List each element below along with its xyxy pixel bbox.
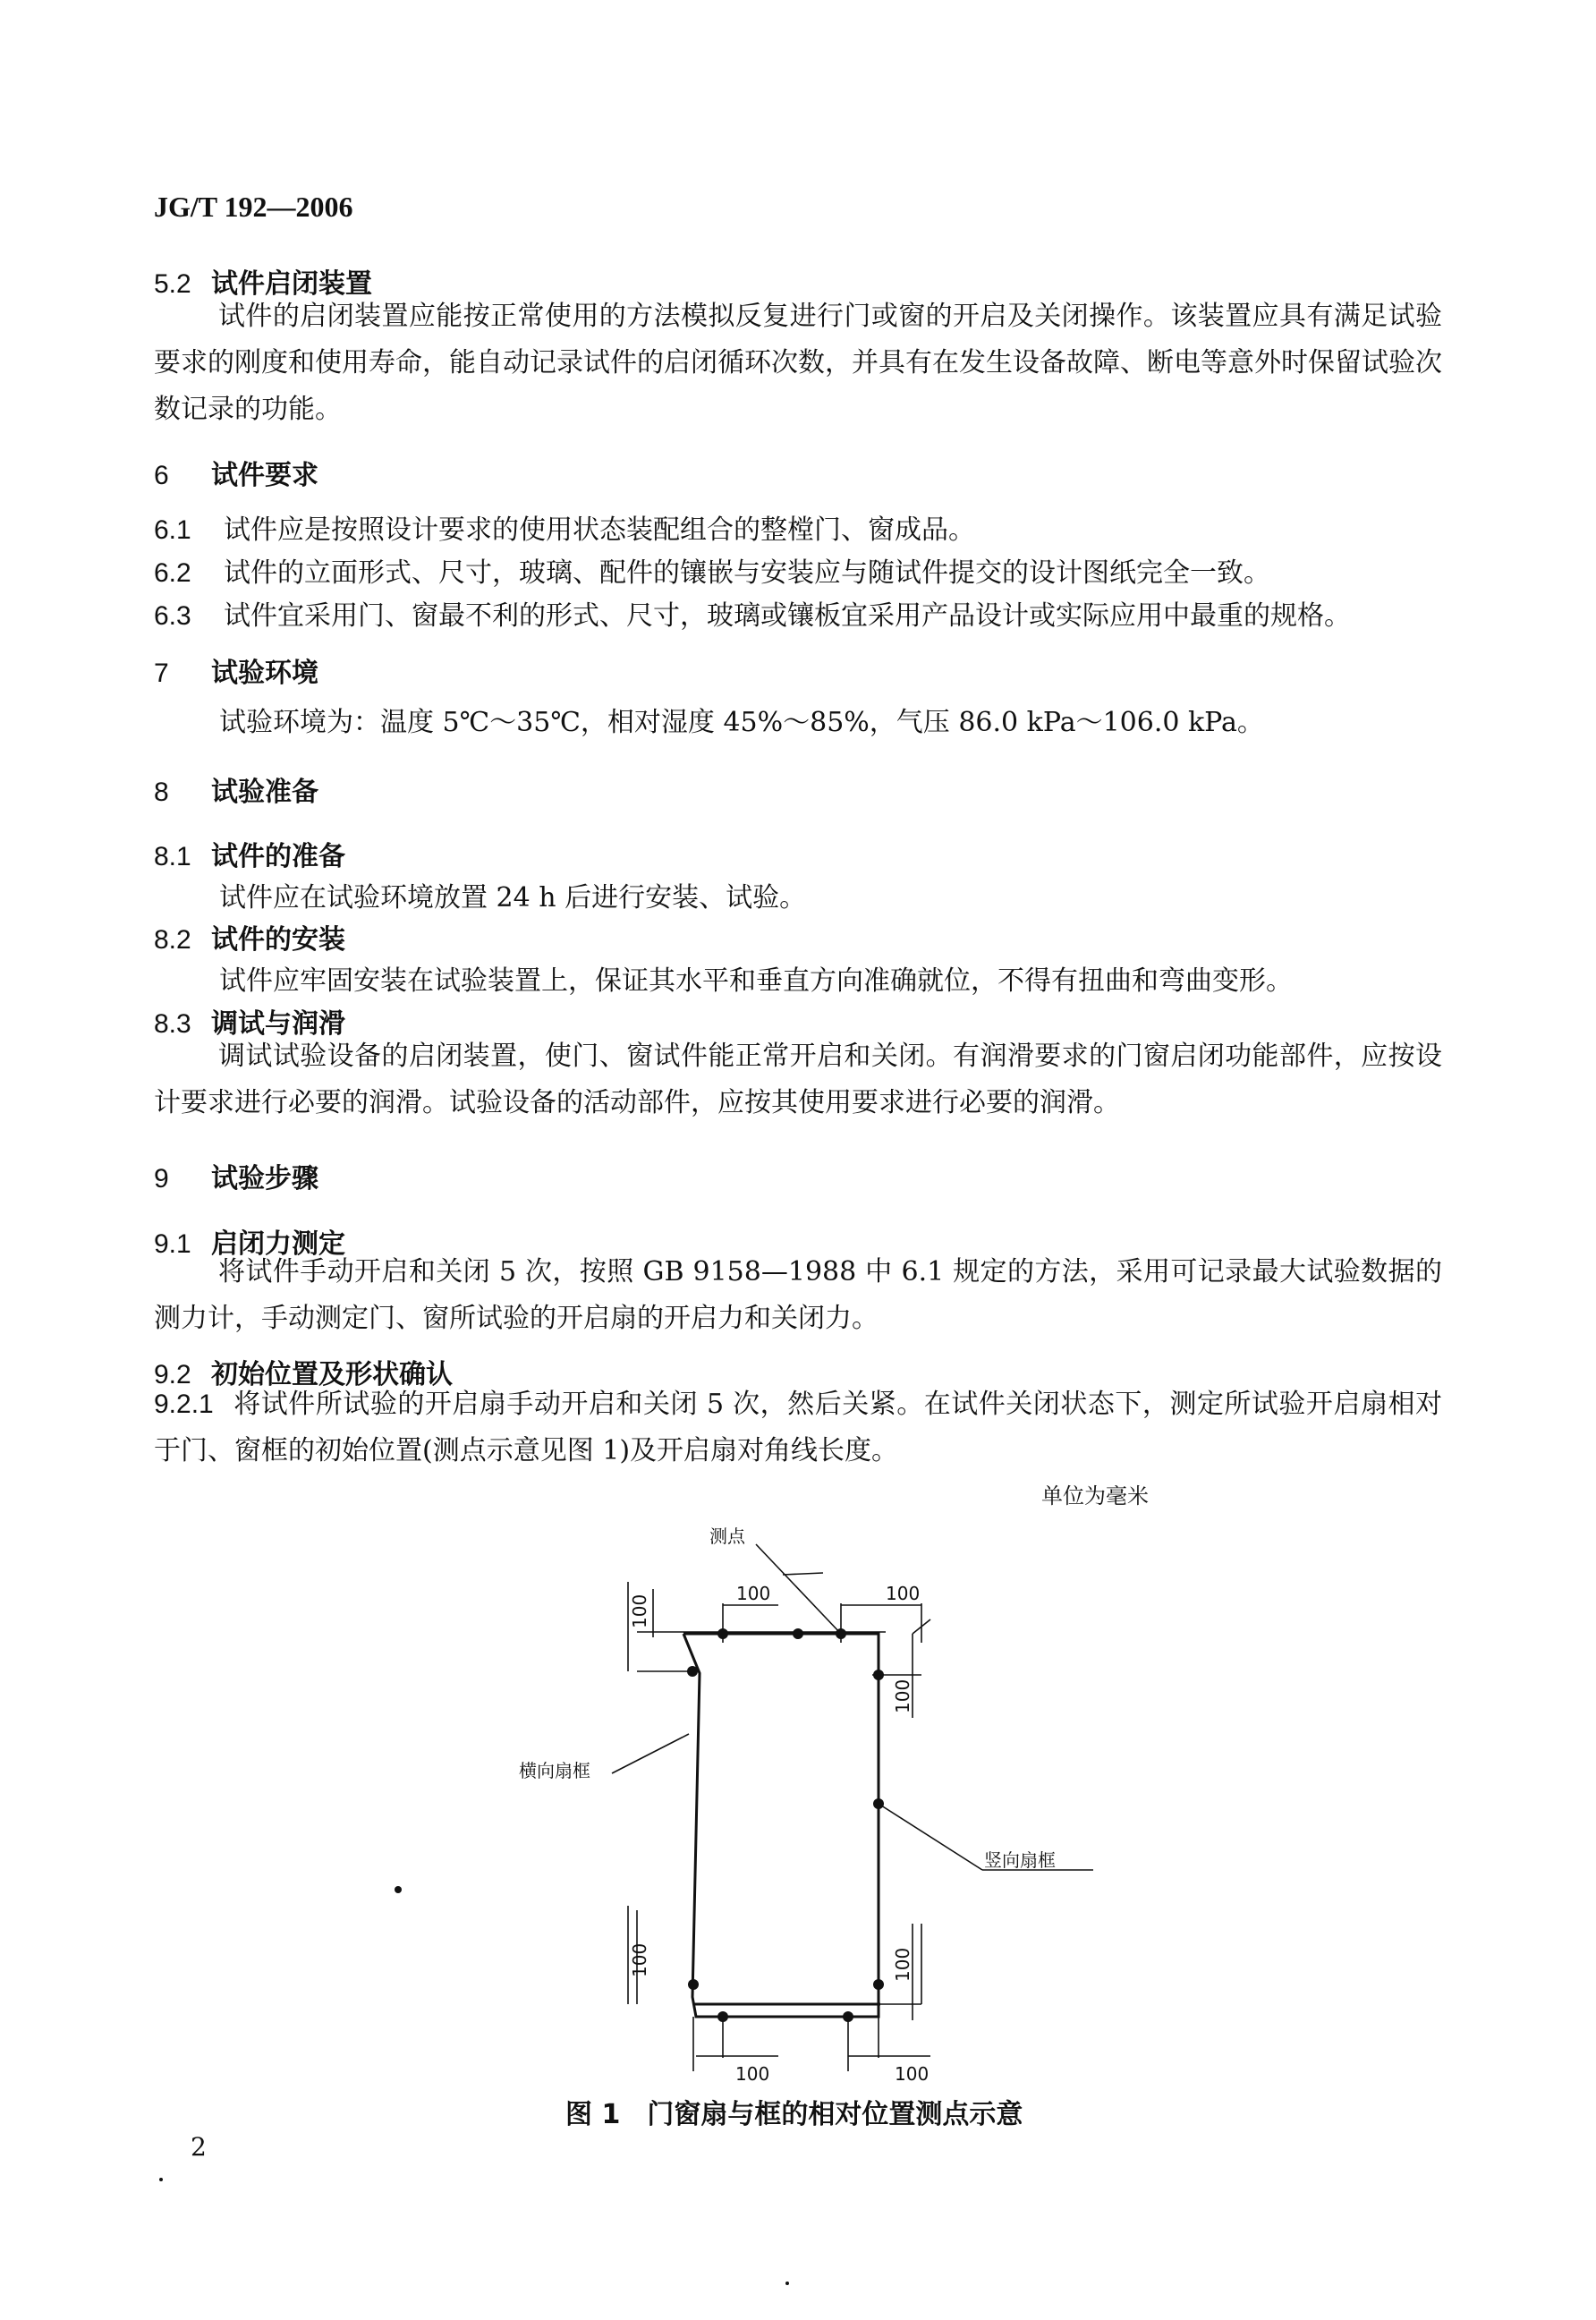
heading-title: 启闭力测定	[211, 1228, 345, 1260]
heading-num: 9	[154, 1164, 169, 1194]
heading-title: 试件要求	[211, 460, 318, 491]
label-horizontal-frame: 横向扇框	[519, 1760, 590, 1781]
dim-100: 100	[629, 1593, 650, 1628]
heading-title: 调试与润滑	[211, 1008, 345, 1040]
sash-outline	[683, 1634, 879, 2017]
heading-num: 9.2	[154, 1360, 191, 1389]
dim-100: 100	[895, 2063, 930, 2085]
leader-point	[783, 1573, 823, 1575]
measure-point-dot	[717, 2011, 728, 2022]
paragraph-7: 试验环境为：温度 5℃～35℃，相对湿度 45%～85%，气压 86.0 kPa～106.0 kPa。	[219, 707, 1264, 738]
heading-title: 试件的安装	[211, 924, 345, 956]
unit-note: 单位为毫米	[1041, 1483, 1149, 1508]
heading-num: 8	[154, 778, 169, 807]
measure-point-dot	[836, 1628, 846, 1639]
measure-point-dot	[843, 2011, 853, 2022]
item-6-1: 6.1 试件应是按照设计要求的使用状态装配组合的整樘门、窗成品。	[154, 514, 975, 546]
dim-100: 100	[886, 1583, 921, 1604]
measure-point-dot	[688, 1979, 699, 1990]
measure-point-dot	[687, 1666, 698, 1677]
standard-code: JG/T 192—2006	[154, 191, 353, 223]
paragraph-5-2: 试件的启闭装置应能按正常使用的方法模拟反复进行门或窗的开启及关闭操作。该装置应具有满足试验要求的刚度和使用寿命，能自动记录试件的启闭循环次数，并具有在发生设备故障、断电等意外时保留试验次数记录的功能。	[154, 301, 1442, 425]
dim-100: 100	[735, 2063, 770, 2085]
label-point: 测点	[709, 1525, 745, 1547]
dim-100: 100	[629, 1942, 650, 1977]
heading-num: 9.1	[154, 1229, 191, 1259]
dim-100: 100	[892, 1947, 913, 1982]
leader-horizontal-frame	[612, 1734, 689, 1773]
measure-point-dot	[873, 1798, 884, 1809]
label-vertical-frame: 竖向扇框	[984, 1849, 1056, 1871]
heading-title: 试件启闭装置	[211, 268, 372, 300]
paragraph-9-2-1: 9.2.1 将试件所试验的开启扇手动开启和关闭 5 次，然后关紧。在试件关闭状态下，测定所试验开启扇相对于门、窗框的初始位置(测点示意见图 1)及开启扇对角线长度。	[154, 1389, 1442, 1466]
paragraph-8-2: 试件应牢固安装在试验装置上，保证其水平和垂直方向准确就位，不得有扭曲和弯曲变形。	[219, 965, 1293, 997]
item-6-2: 6.2 试件的立面形式、尺寸，玻璃、配件的镶嵌与安装应与随试件提交的设计图纸完全一致。	[154, 557, 1270, 589]
paragraph-8-3: 调试试验设备的启闭装置，使门、窗试件能正常开启和关闭。有润滑要求的门窗启闭功能部件，应按设计要求进行必要的润滑。试验设备的活动部件，应按其使用要求进行必要的润滑。	[154, 1041, 1442, 1118]
measure-point-dot	[793, 1628, 803, 1639]
measure-point-dot	[717, 1628, 728, 1639]
paragraph-8-1: 试件应在试验环境放置 24 h 后进行安装、试验。	[219, 882, 807, 914]
heading-num: 5.2	[154, 269, 191, 299]
figure-caption: 图 1 门窗扇与框的相对位置测点示意	[565, 2099, 1023, 2130]
heading-num: 8.3	[154, 1009, 191, 1039]
page-number: 2	[191, 2132, 207, 2162]
heading-title: 试验准备	[211, 777, 318, 808]
heading-num: 8.2	[154, 925, 191, 955]
measure-point-dot	[873, 1670, 884, 1680]
dim-100: 100	[736, 1583, 771, 1604]
heading-title: 试件的准备	[211, 841, 345, 872]
heading-num: 6	[154, 461, 169, 490]
leader-vertical-frame	[879, 1804, 982, 1870]
paragraph-9-1: 将试件手动开启和关闭 5 次，按照 GB 9158—1988 中 6.1 规定的方法，采用可记录最大试验数据的测力计，手动测定门、窗所试验的开启扇的开启力和关闭力。	[154, 1256, 1442, 1334]
heading-title: 试验环境	[211, 658, 318, 689]
heading-num: 7	[154, 659, 169, 688]
heading-num: 8.1	[154, 842, 191, 871]
stray-dot	[395, 1886, 402, 1893]
heading-title: 试验步骤	[211, 1163, 318, 1194]
heading-title: 初始位置及形状确认	[211, 1359, 453, 1390]
dim-100: 100	[892, 1678, 913, 1713]
item-6-3: 6.3 试件宜采用门、窗最不利的形式、尺寸，玻璃或镶板宜采用产品设计或实际应用中最重的规格。	[154, 600, 1351, 632]
stray-dot	[785, 2282, 789, 2285]
measure-point-dot	[873, 1979, 884, 1990]
stray-dot	[159, 2178, 163, 2181]
